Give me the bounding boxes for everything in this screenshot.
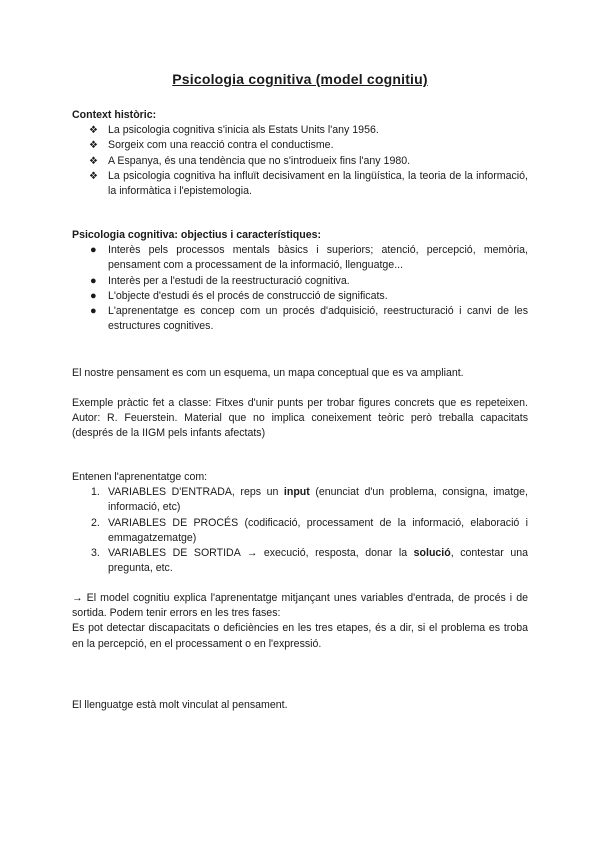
context-section [72, 108, 528, 199]
page-title: Psicologia cognitiva (model cognitiu) [172, 71, 428, 87]
diamond-bullet-icon: ❖ [89, 170, 98, 182]
learning-list [72, 485, 528, 576]
objectives-heading: Psicologia cognitiva: objectius i característiques: [72, 229, 322, 241]
diamond-bullet-icon: ❖ [89, 140, 98, 152]
list-item: ● Interès per a l'estudi de la reestructuració cognitiva. [72, 274, 528, 289]
objectives-section [72, 228, 528, 334]
list-item: ● Interès pels processos mentals bàsics i superiors; atenció, percepció, memòria, pensament com a processament de la informació, llenguatge... [90, 244, 528, 272]
dot-bullet-icon: ● [90, 274, 97, 287]
dot-bullet-icon: ● [90, 305, 97, 318]
list-item: 3. VARIABLES DE SORTIDA → execució, resposta, donar la solució, contestar una pregunta, etc. [91, 547, 528, 575]
detect-paragraph: Es pot detectar discapacitats o deficiències en les tres etapes, és a dir, si el problema es troba en la percepció, en el processament o en l'expressió. [72, 622, 528, 650]
context-list [72, 123, 528, 199]
list-item: ● L'objecte d'estudi és el procés de construcció de significats. [72, 289, 528, 304]
list-item: 2. VARIABLES DE PROCÉS (codificació, processament de la informació, elaboració i emmagatzematge) [91, 516, 528, 544]
context-heading: Context històric: [72, 109, 157, 121]
exemple-paragraph: Exemple pràctic fet a classe: Fitxes d'unir punts per trobar figures concrets que es repeteixen. Autor: R. Feuerstein. Material que no implica coneixement teòric però treballa capacitats (després de la IIGM pels infants afectats) [72, 397, 528, 440]
objectives-list [72, 243, 528, 334]
list-item: ❖ La psicologia cognitiva s'inicia als Estats Units l'any 1956. [72, 123, 528, 138]
list-item: ❖ A Espanya, és una tendència que no s'introdueix fins l'any 1980. [72, 154, 528, 169]
learning-section [72, 470, 528, 576]
list-item: ● L'aprenentatge es concep com un procés d'adquisició, reestructuració i canvi de les estructures cognitives. [90, 305, 528, 333]
list-item: ❖ La psicologia cognitiva ha influït decisivament en la lingüística, la teoria de la informació, la informàtica i l'epistemologia. [89, 169, 528, 198]
list-item: 1. VARIABLES D'ENTRADA, reps un input (enunciat d'un problema, consigna, imatge, informació, etc) [91, 486, 528, 514]
diamond-bullet-icon: ❖ [89, 155, 98, 167]
model-paragraph: → El model cognitiu explica l'aprenentatge mitjançant unes variables d'entrada, de procés i de sortida. Podem tenir errors en les tres fases: Es pot detectar discapacitats o deficiències en les tres etapes, és a dir, si el problema es troba en la percepció, en el processament o en l'expressió. [72, 591, 528, 652]
learning-intro: Entenen l'aprenentatge com: [72, 471, 208, 483]
llenguatge-paragraph: El llenguatge està molt vinculat al pensament. [72, 699, 288, 711]
dot-bullet-icon: ● [90, 289, 97, 302]
list-item: ❖ Sorgeix com una reacció contra el conductisme. [72, 138, 528, 153]
esquema-paragraph: El nostre pensament es com un esquema, un mapa conceptual que es va ampliant. [72, 367, 464, 379]
dot-bullet-icon: ● [90, 244, 97, 257]
diamond-bullet-icon: ❖ [89, 125, 98, 137]
